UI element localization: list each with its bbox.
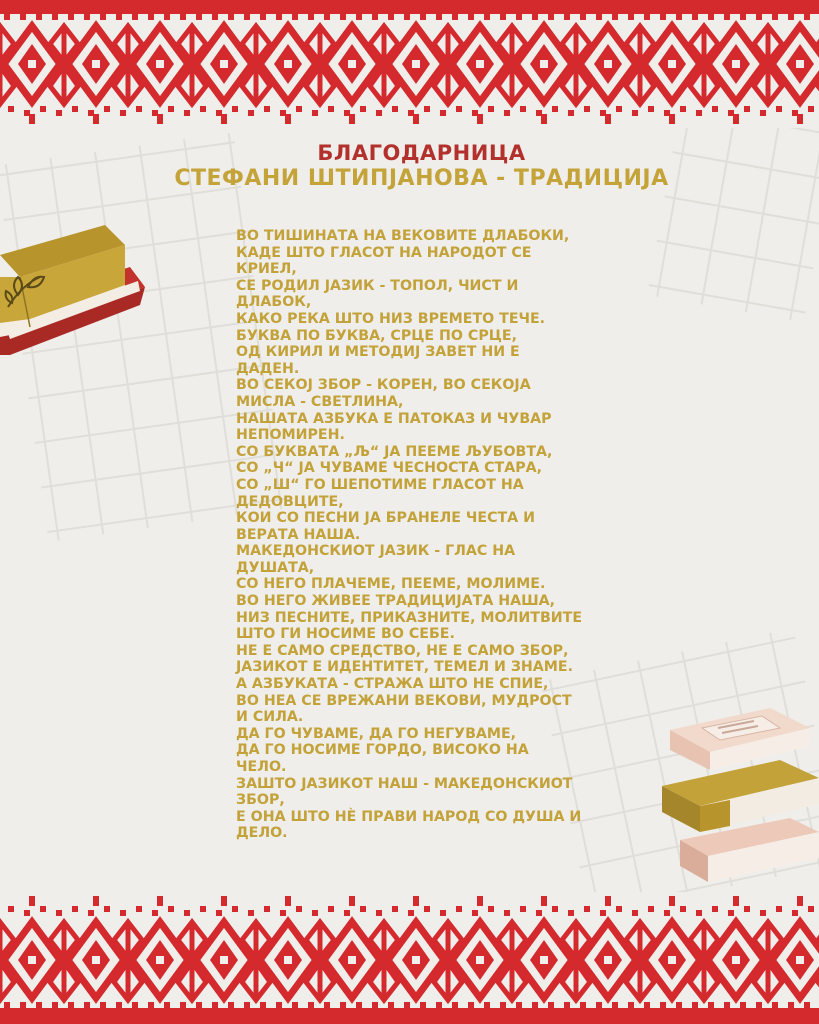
- poem-line: СО НЕГО ПЛАЧЕМЕ, ПЕЕМЕ, МОЛИМЕ.: [236, 576, 546, 593]
- poem-line: ДАДЕН.: [236, 360, 300, 377]
- poem-line: СО „Ш“ ГО ШЕПОТИМЕ ГЛАСОТ НА: [236, 476, 524, 493]
- poem-line: ВО НЕГО ЖИВЕЕ ТРАДИЦИЈАТА НАША,: [236, 593, 556, 610]
- poem-line: ДА ГО НОСИМЕ ГОРДО, ВИСОКО НА: [236, 742, 529, 759]
- poem-line: ДЕЛО.: [236, 825, 288, 842]
- poem-line: ЈАЗИКОТ Е ИДЕНТИТЕТ, ТЕМЕЛ И ЗНАМЕ.: [236, 659, 573, 676]
- poem-line: ЗАШТО ЈАЗИКОТ НАШ - МАКЕДОНСКИОТ: [236, 775, 573, 792]
- poem-line: КОИ СО ПЕСНИ ЈА БРАНЕЛЕ ЧЕСТА И: [236, 510, 535, 527]
- embroidery-border-bottom: [0, 892, 819, 1024]
- poem-line: ОД КИРИЛ И МЕТОДИЈ ЗАВЕТ НИ Е: [236, 344, 520, 361]
- poem-text: [236, 228, 596, 842]
- poem-line: ДУШАТА,: [236, 559, 315, 576]
- poem-line: ВО СЕКОЈ ЗБОР - КОРЕН, ВО СЕКОЈА: [236, 377, 531, 394]
- poem-line: КАДЕ ШТО ГЛАСОТ НА НАРОДОТ СЕ: [236, 244, 532, 261]
- poem-line: НАШАТА АЗБУКА Е ПАТОКАЗ И ЧУВАР: [236, 410, 552, 427]
- poem-line: ДЕДОВЦИТЕ,: [236, 493, 344, 510]
- poem-line: ЗБОР,: [236, 792, 285, 809]
- poem-line: И СИЛА.: [236, 709, 304, 726]
- poem-line: МИСЛА - СВЕТЛИНА,: [236, 393, 404, 410]
- poem-line: БУКВА ПО БУКВА, СРЦЕ ПО СРЦЕ,: [236, 327, 517, 344]
- poem-line: А АЗБУКАТА - СТРАЖА ШТО НЕ СПИЕ,: [236, 676, 549, 693]
- poem-line: МАКЕДОНСКИОТ ЈАЗИК - ГЛАС НА: [236, 543, 516, 560]
- poem-line: Е ОНА ШТО НÈ ПРАВИ НАРОД СО ДУША И: [236, 808, 582, 825]
- poem-line: ВО ТИШИНАТА НА ВЕКОВИТЕ ДЛАБОКИ,: [236, 228, 570, 244]
- poem-title: БЛАГОДАРНИЦА: [317, 141, 526, 165]
- stacked-books-icon: [0, 215, 150, 395]
- stacked-books-icon: [650, 700, 819, 890]
- poem-line: КРИЕЛ,: [236, 261, 297, 278]
- poem-line: ДЛАБОК,: [236, 294, 312, 311]
- poem-line: ЧЕЛО.: [236, 759, 287, 775]
- poem-line: НЕ Е САМО СРЕДСТВО, НЕ Е САМО ЗБОР,: [236, 642, 569, 659]
- poem-line: СО БУКВАТА „Љ“ ЈА ПЕЕМЕ ЉУБОВТА,: [236, 443, 553, 460]
- poem-line: ВЕРАТА НАША.: [236, 526, 361, 543]
- poem-line: СО „Ч“ ЈА ЧУВАМЕ ЧЕСНОСТА СТАРА,: [236, 460, 542, 477]
- poem-line: НИЗ ПЕСНИТЕ, ПРИКАЗНИТЕ, МОЛИТВИТЕ: [236, 609, 583, 626]
- poem-line: ВО НЕА СЕ ВРЕЖАНИ ВЕКОВИ, МУДРОСТ: [236, 692, 572, 709]
- poem-line: ДА ГО ЧУВАМЕ, ДА ГО НЕГУВАМЕ,: [236, 725, 517, 742]
- poem-line: НЕПОМИРЕН.: [236, 427, 345, 444]
- title-block: [0, 140, 819, 192]
- embroidery-border-top: [0, 0, 819, 128]
- poem-line: КАКО РЕКА ШТО НИЗ ВРЕМЕТО ТЕЧЕ.: [236, 310, 546, 327]
- poem-line: СЕ РОДИЛ ЈАЗИК - ТОПОЛ, ЧИСТ И: [236, 277, 519, 294]
- poem-author-line: СТЕФАНИ ШТИПЈАНОВА - ТРАДИЦИЈА: [174, 166, 669, 191]
- poem-line: ШТО ГИ НОСИМЕ ВО СЕБЕ.: [236, 626, 455, 643]
